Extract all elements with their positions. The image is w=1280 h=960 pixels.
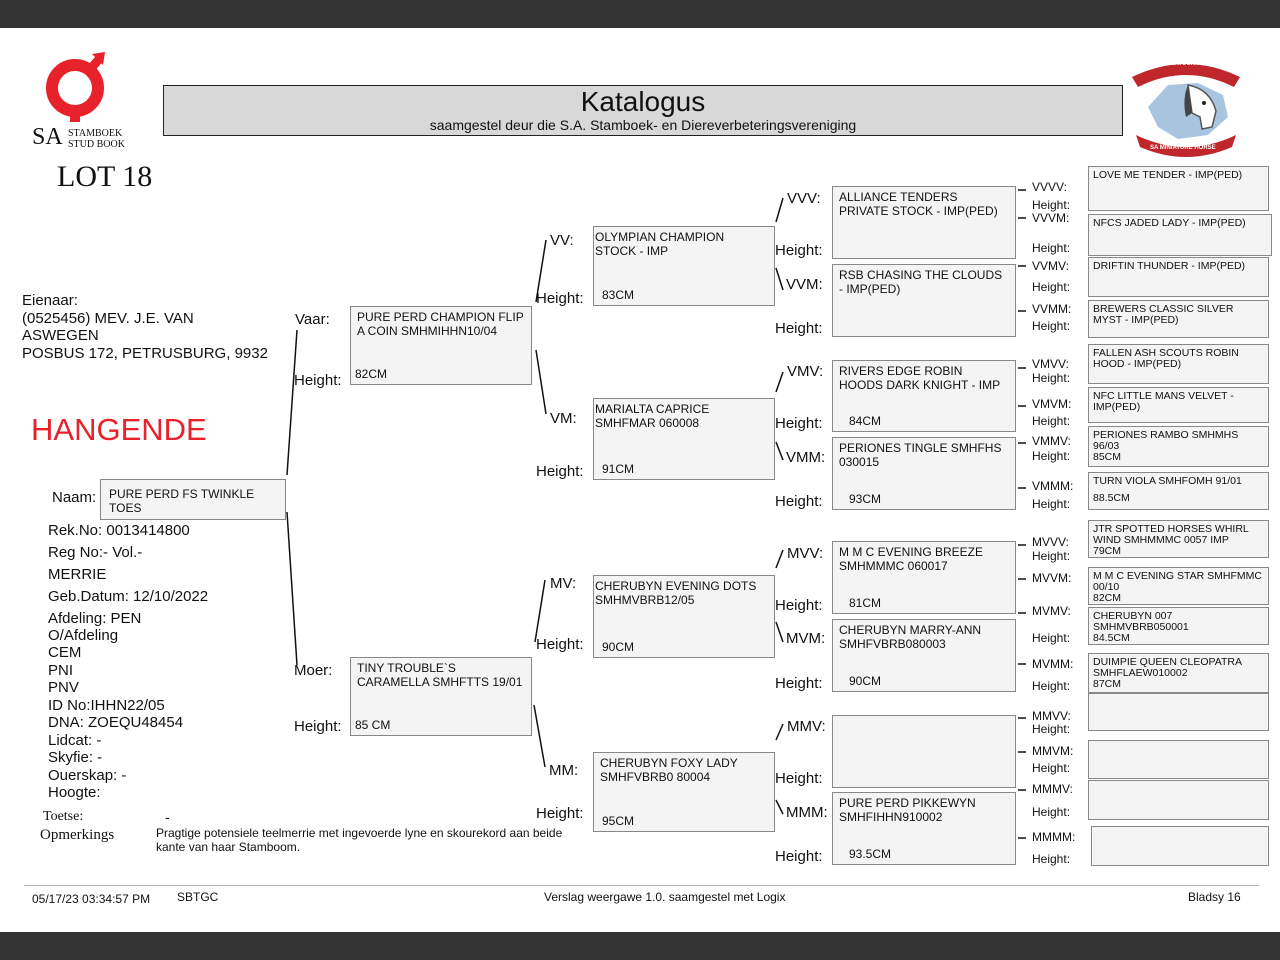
g4-vvmv-box <box>1088 257 1269 297</box>
vvm-height-label: Height: <box>775 320 823 337</box>
g4-vmvv-height-label: Height: <box>1032 371 1071 385</box>
opmerkings-text: Pragtige potensiele teelmerrie met ingevoerde lyne en skourekord aan beide kante van haar Stamboom. <box>156 826 563 854</box>
mmv-label: MMV: <box>787 718 826 735</box>
g4-vmmv-height: 85CM <box>1093 451 1122 463</box>
vvv-height-label: Height: <box>775 242 823 259</box>
g4-vvvv-label: VVVV: <box>1032 180 1067 194</box>
owner-label: Eienaar: <box>22 292 78 309</box>
vvm-label: VVM: <box>786 276 823 293</box>
g4-mmmm-label: MMMM: <box>1032 830 1076 844</box>
vv-name: OLYMPIAN CHAMPION STOCK - IMP <box>595 230 725 258</box>
g4-mvmm-label: MVMM: <box>1032 657 1074 671</box>
footer-page-number: Bladsy 16 <box>1188 890 1241 904</box>
g4-mvvv-height-label: Height: <box>1032 549 1071 563</box>
moer-box <box>350 657 532 736</box>
hoogte: Hoogte: <box>48 784 101 801</box>
moer-height: 85 CM <box>355 718 391 732</box>
moer-height-label: Height: <box>294 718 342 735</box>
vmm-label: VMM: <box>786 449 826 466</box>
g4-mmmv-height-label: Height: <box>1032 805 1071 819</box>
vm-height: 91CM <box>602 462 635 476</box>
mmm-box <box>832 792 1016 865</box>
g4-mmmv-label: MMMV: <box>1032 782 1073 796</box>
footer-divider <box>24 885 1259 886</box>
sex: MERRIE <box>48 566 107 583</box>
mvv-label: MVV: <box>787 545 824 562</box>
g4-mvmv-height-label: Height: <box>1032 631 1071 645</box>
g4-vmvv-label: VMVV: <box>1032 357 1069 371</box>
g4-mvmm-height: 87CM <box>1093 678 1122 690</box>
g4-vmmm-height: 88.5CM <box>1093 492 1130 504</box>
vvm-box <box>832 264 1016 337</box>
g4-vvmv-height-label: Height: <box>1032 280 1071 294</box>
g4-vvvv-height-label: Height: <box>1032 198 1071 212</box>
g4-mvmm-height-label: Height: <box>1032 679 1071 693</box>
g4-vmvv-box <box>1088 344 1269 384</box>
vaar-height: 82CM <box>355 367 388 381</box>
id-no: ID No:IHHN22/05 <box>48 697 165 714</box>
opmerkings-label: Opmerkings <box>40 827 115 843</box>
cem: CEM <box>48 644 82 661</box>
vaar-box <box>350 306 532 385</box>
logo-right-top-text: SA MINIATUUR PERD <box>1152 61 1214 67</box>
vmm-box <box>832 437 1016 510</box>
vv-height-label: Height: <box>536 290 584 307</box>
o-afdeling: O/Afdeling <box>48 627 119 644</box>
pnv: PNV <box>48 679 79 696</box>
owner-line1: (0525456) MEV. J.E. VAN <box>22 309 194 327</box>
g4-vmmm-name: TURN VIOLA SMHFOMH 91/01 <box>1093 475 1242 487</box>
status-badge: HANGENDE <box>31 412 207 447</box>
g4-mvmv-height: 84.5CM <box>1093 632 1130 644</box>
g4-vmvm-label: VMVM: <box>1032 397 1072 411</box>
mv-height-label: Height: <box>536 636 584 653</box>
g4-mmvv-height-label: Height: <box>1032 722 1071 736</box>
mvv-box <box>832 541 1016 614</box>
mm-box <box>593 752 775 832</box>
moer-name: TINY TROUBLE`S CARAMELLA SMHFTTS 19/01 <box>357 661 523 689</box>
g4-mvmm-box <box>1088 653 1269 693</box>
owner-line2: ASWEGEN <box>22 327 99 344</box>
mvm-height-label: Height: <box>775 675 823 692</box>
vvv-label: VVV: <box>787 190 821 207</box>
birth-date: Geb.Datum: 12/10/2022 <box>48 588 209 605</box>
mvm-label: MVM: <box>786 630 826 647</box>
dna: DNA: ZOEQU48454 <box>48 714 184 731</box>
ouerskap: Ouerskap: - <box>48 767 127 784</box>
mv-box <box>593 575 775 658</box>
vmv-height-label: Height: <box>775 415 823 432</box>
toetse-label: Toetse: <box>43 809 84 824</box>
logo-right-bottom-text: SA MINIATURE HORSE <box>1150 145 1216 151</box>
g4-vmvm-box <box>1088 387 1269 423</box>
vmv-name: RIVERS EDGE ROBIN HOODS DARK KNIGHT - IMP <box>839 364 1001 392</box>
g4-vvvm-label: VVVM: <box>1032 211 1070 225</box>
mm-height-label: Height: <box>536 805 584 822</box>
g4-vmvm-height-label: Height: <box>1032 414 1071 428</box>
mv-label: MV: <box>550 575 577 592</box>
g4-mvmv-name: CHERUBYN 007 SMHMVBRB050001 <box>1093 610 1189 633</box>
g4-vvvm-box <box>1088 214 1272 256</box>
mvm-name: CHERUBYN MARRY-ANN SMHFVBRB080003 <box>839 623 982 651</box>
vmv-height: 84CM <box>849 414 882 428</box>
vv-height: 83CM <box>602 288 635 302</box>
vmv-box <box>832 360 1016 432</box>
g4-mvmv-label: MVMV: <box>1032 604 1071 618</box>
vmm-height-label: Height: <box>775 493 823 510</box>
g4-vmvv-name: FALLEN ASH SCOUTS ROBIN HOOD - IMP(PED) <box>1093 347 1239 370</box>
g4-vvvv-name: LOVE ME TENDER - IMP(PED) <box>1093 169 1243 181</box>
rek-no: Rek.No: 0013414800 <box>48 522 190 539</box>
reg-no: Reg No:- Vol.- <box>48 544 143 561</box>
skyfie: Skyfie: - <box>48 749 103 766</box>
g4-mvvm-name: M M C EVENING STAR SMHFMMC 00/10 <box>1093 570 1262 593</box>
g4-vvvm-name: NFCS JADED LADY - IMP(PED) <box>1093 217 1246 229</box>
g4-vvvm-height-label: Height: <box>1032 241 1071 255</box>
mmv-height-label: Height: <box>775 770 823 787</box>
g4-vmmm-label: VMMM: <box>1032 479 1074 493</box>
g4-mvmv-box <box>1088 607 1269 645</box>
g4-mmvm-box <box>1088 740 1269 779</box>
g4-mmvm-height-label: Height: <box>1032 761 1071 775</box>
mvm-height: 90CM <box>849 674 882 688</box>
g4-vvvv-box <box>1088 166 1269 211</box>
lot-number: LOT 18 <box>57 160 153 193</box>
mv-height: 90CM <box>602 640 635 654</box>
g4-mvvv-height: 79CM <box>1093 545 1122 557</box>
g4-vmmv-name: PERIONES RAMBO SMHMHS 96/03 <box>1093 429 1239 452</box>
vvv-name: ALLIANCE TENDERS PRIVATE STOCK - IMP(PED) <box>839 190 998 218</box>
g4-mmmv-box <box>1088 780 1269 820</box>
page-subtitle: saamgestel deur die S.A. Stamboek- en Diereverbeteringsvereniging <box>429 117 857 133</box>
vaar-name: PURE PERD CHAMPION FLIP A COIN SMHMIHHN10/04 <box>357 310 524 338</box>
mvv-height: 81CM <box>849 596 882 610</box>
g4-vmmv-label: VMMV: <box>1032 434 1071 448</box>
g4-mvvv-box <box>1088 520 1269 558</box>
mvv-name: M M C EVENING BREEZE SMHMMMC 060017 <box>839 545 984 573</box>
mm-height: 95CM <box>602 814 635 828</box>
mv-name: CHERUBYN EVENING DOTS SMHMVBRB12/05 <box>595 579 757 607</box>
g4-mmvm-label: MMVM: <box>1032 744 1074 758</box>
g4-vvmm-box <box>1088 300 1269 338</box>
g4-vmvm-name: NFC LITTLE MANS VELVET - IMP(PED) <box>1093 390 1234 413</box>
g4-vmmv-box <box>1088 426 1269 467</box>
vm-name: MARIALTA CAPRICE SMHFMAR 060008 <box>595 402 710 430</box>
animal-name: PURE PERD FS TWINKLE TOES <box>109 487 255 515</box>
g4-mmmm-box <box>1091 826 1269 866</box>
mmm-height-label: Height: <box>775 848 823 865</box>
logo-sa-text: SA <box>32 124 63 150</box>
vv-label: VV: <box>550 232 574 249</box>
g4-vvmm-name: BREWERS CLASSIC SILVER MYST - IMP(PED) <box>1093 303 1234 326</box>
vm-label: VM: <box>550 410 577 427</box>
g4-mvvv-name: JTR SPOTTED HORSES WHIRL WIND SMHMMMC 0057 IMP <box>1093 523 1249 546</box>
toetse-value: - <box>165 809 170 825</box>
g4-vmmv-height-label: Height: <box>1032 449 1071 463</box>
vm-box <box>593 398 775 480</box>
mmv-box <box>832 715 1016 788</box>
g4-vvmm-label: VVMM: <box>1032 302 1072 316</box>
logo-stamboek-text: STAMBOEK <box>68 128 123 139</box>
g4-vmmm-box <box>1088 472 1269 510</box>
vmm-height: 93CM <box>849 492 882 506</box>
vaar-height-label: Height: <box>294 372 342 389</box>
vv-box <box>593 226 775 306</box>
naam-label: Naam: <box>52 489 97 506</box>
footer-datetime: 05/17/23 03:34:57 PM <box>32 892 151 906</box>
mm-name: CHERUBYN FOXY LADY SMHFVBRB0 80004 <box>600 756 738 784</box>
mmm-name: PURE PERD PIKKEWYN SMHFIHHN910002 <box>839 796 976 824</box>
logo-studbook-text: STUD BOOK <box>68 139 125 150</box>
g4-vmmm-height-label: Height: <box>1032 497 1071 511</box>
vmm-name: PERIONES TINGLE SMHFHS 030015 <box>839 441 1002 469</box>
vvm-name: RSB CHASING THE CLOUDS - IMP(PED) <box>839 268 1003 296</box>
vvv-box <box>832 186 1016 259</box>
mvv-height-label: Height: <box>775 597 823 614</box>
moer-label: Moer: <box>294 662 333 679</box>
mmm-height: 93.5CM <box>849 847 892 861</box>
footer-code: SBTGC <box>177 890 219 904</box>
g4-vvmv-name: DRIFTIN THUNDER - IMP(PED) <box>1093 260 1246 272</box>
g4-mmvv-box <box>1088 693 1269 731</box>
lidcat: Lidcat: - <box>48 732 102 749</box>
g4-mvvm-label: MVVM: <box>1032 571 1072 585</box>
page-title: Katalogus <box>580 86 706 117</box>
g4-vvmm-height-label: Height: <box>1032 319 1071 333</box>
pni: PNI <box>48 662 74 679</box>
vm-height-label: Height: <box>536 463 584 480</box>
mmm-label: MMM: <box>786 804 828 821</box>
g4-mvvm-height: 82CM <box>1093 592 1122 604</box>
g4-mmmm-height-label: Height: <box>1032 852 1071 866</box>
owner-line3: POSBUS 172, PETRUSBURG, 9932 <box>22 344 268 362</box>
g4-vvmv-label: VVMV: <box>1032 259 1069 273</box>
footer-version: Verslag weergawe 1.0. saamgestel met Logix <box>544 890 786 904</box>
afdeling: Afdeling: PEN <box>48 610 142 627</box>
vaar-label: Vaar: <box>295 311 330 328</box>
g4-mvvm-box <box>1088 567 1269 605</box>
g4-mvmm-name: DUIMPIE QUEEN CLEOPATRA SMHFLAEW010002 <box>1093 656 1242 679</box>
mvm-box <box>832 619 1016 692</box>
vmv-label: VMV: <box>787 363 824 380</box>
g4-mmvv-label: MMVV: <box>1032 709 1071 723</box>
g4-mvvv-label: MVVV: <box>1032 535 1069 549</box>
mm-label: MM: <box>549 762 579 779</box>
